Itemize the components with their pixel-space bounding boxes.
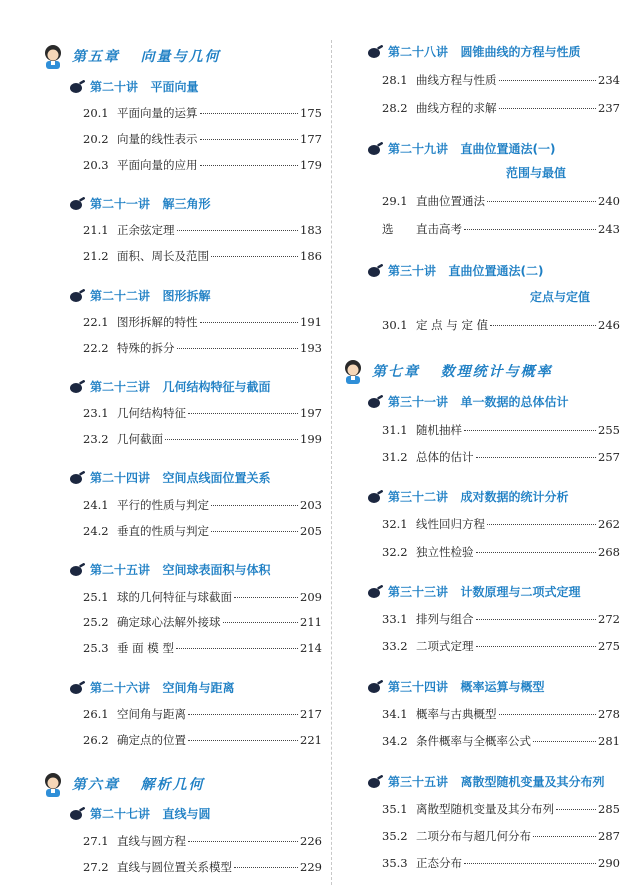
- chapter-heading[interactable]: [340, 358, 553, 384]
- entry-title: 向量的线性表示: [117, 132, 198, 146]
- writing-hand-icon: [69, 471, 86, 486]
- leader-dots: [476, 457, 597, 458]
- entry-page: 193: [300, 341, 322, 355]
- entry-title: 独立性检验: [416, 545, 474, 559]
- writing-hand-icon: [367, 395, 384, 410]
- chapter-title: 第六章 解析几何: [72, 777, 205, 793]
- toc-entry[interactable]: [83, 859, 322, 875]
- lecture-heading[interactable]: [69, 289, 211, 304]
- entry-number: 20.1: [83, 106, 109, 120]
- entry-number: 24.2: [83, 524, 109, 538]
- entry-number: 32.1: [382, 517, 408, 531]
- lecture-heading[interactable]: [367, 680, 545, 695]
- entry-title: 二项分布与超几何分布: [416, 829, 531, 843]
- student-avatar-icon: [40, 771, 66, 797]
- writing-hand-icon: [69, 563, 86, 578]
- leader-dots: [499, 714, 597, 715]
- entry-number: 24.1: [83, 498, 109, 512]
- entry-number: 35.2: [382, 829, 408, 843]
- entry-page: 191: [300, 315, 322, 329]
- lecture-title: 第二十六讲 空间角与距离: [90, 681, 235, 695]
- lecture-title: 第三十四讲 概率运算与概型: [388, 680, 545, 694]
- toc-entry[interactable]: [382, 317, 620, 333]
- leader-dots: [464, 863, 596, 864]
- entry-title: 垂直的性质与判定: [117, 524, 209, 538]
- chapter-heading[interactable]: [40, 771, 205, 797]
- leader-dots: [176, 648, 298, 649]
- entry-title: 直曲位置通法: [416, 194, 485, 208]
- entry-title: 平面向量的运算: [117, 106, 198, 120]
- entry-page: 272: [598, 612, 620, 626]
- entry-page: 268: [598, 545, 620, 559]
- lecture-title: 第三十二讲 成对数据的统计分析: [388, 490, 569, 504]
- toc-entry[interactable]: [83, 248, 322, 264]
- lecture-heading[interactable]: [367, 585, 581, 600]
- entry-number: 25.2: [83, 615, 109, 629]
- toc-entry[interactable]: [83, 732, 322, 748]
- entry-number: 30.1: [382, 318, 408, 332]
- entry-page: 183: [300, 223, 322, 237]
- entry-page: 287: [598, 829, 620, 843]
- writing-hand-icon: [69, 681, 86, 696]
- lecture-title: 第三十三讲 计数原理与二项式定理: [388, 585, 581, 599]
- lecture-heading[interactable]: [367, 45, 581, 60]
- entry-title: 特殊的拆分: [117, 341, 175, 355]
- entry-title: 垂 面 模 型: [117, 641, 174, 655]
- entry-number: 34.1: [382, 707, 408, 721]
- leader-dots: [476, 552, 597, 553]
- entry-page: 246: [598, 318, 620, 332]
- entry-page: 214: [300, 641, 322, 655]
- leader-dots: [177, 230, 299, 231]
- column-divider: [331, 40, 332, 885]
- entry-number: 27.2: [83, 860, 109, 874]
- entry-number: 27.1: [83, 834, 109, 848]
- entry-number: 选: [382, 222, 394, 236]
- toc-entry[interactable]: [83, 523, 322, 539]
- student-avatar-icon: [40, 43, 66, 69]
- entry-page: 237: [598, 101, 620, 115]
- entry-number: 22.2: [83, 341, 109, 355]
- entry-page: 211: [300, 615, 322, 629]
- toc-entry[interactable]: [83, 640, 322, 656]
- entry-page: 177: [300, 132, 322, 146]
- lecture-heading[interactable]: [367, 490, 569, 505]
- leader-dots: [487, 524, 596, 525]
- entry-title: 排列与组合: [416, 612, 474, 626]
- toc-entry[interactable]: [382, 193, 620, 209]
- entry-title: 直击高考: [416, 222, 462, 236]
- lecture-subtitle-row: [506, 166, 566, 181]
- entry-page: 221: [300, 733, 322, 747]
- lecture-subtitle: 定点与定值: [530, 290, 591, 304]
- entry-title: 几何结构特征: [117, 406, 186, 420]
- leader-dots: [165, 439, 298, 440]
- writing-hand-icon: [367, 45, 384, 60]
- chapter-heading[interactable]: [40, 43, 221, 69]
- entry-title: 直线与圆位置关系模型: [117, 860, 232, 874]
- toc-entry[interactable]: [382, 449, 620, 465]
- toc-entry[interactable]: [382, 706, 620, 722]
- entry-number: 34.2: [382, 734, 408, 748]
- entry-title: 离散型随机变量及其分布列: [416, 802, 554, 816]
- entry-number: 28.2: [382, 101, 408, 115]
- entry-page: 262: [598, 517, 620, 531]
- lecture-title: 第二十五讲 空间球表面积与体积: [90, 563, 271, 577]
- entry-title: 曲线方程的求解: [416, 101, 497, 115]
- toc-entry[interactable]: [382, 611, 620, 627]
- entry-number: 21.2: [83, 249, 109, 263]
- entry-title: 确定点的位置: [117, 733, 186, 747]
- lecture-heading[interactable]: [69, 807, 211, 822]
- lecture-title: 第二十七讲 直线与圆: [90, 807, 211, 821]
- leader-dots: [200, 165, 299, 166]
- entry-title: 直线与圆方程: [117, 834, 186, 848]
- entry-page: 217: [300, 707, 322, 721]
- entry-title: 概率与古典概型: [416, 707, 497, 721]
- entry-title: 图形拆解的特性: [117, 315, 198, 329]
- leader-dots: [200, 322, 299, 323]
- writing-hand-icon: [367, 775, 384, 790]
- lecture-title: 第二十三讲 几何结构特征与截面: [90, 380, 271, 394]
- entry-page: 199: [300, 432, 322, 446]
- writing-hand-icon: [69, 80, 86, 95]
- writing-hand-icon: [367, 490, 384, 505]
- toc-entry[interactable]: [83, 706, 322, 722]
- entry-page: 203: [300, 498, 322, 512]
- entry-number: 20.3: [83, 158, 109, 172]
- lecture-title: 第三十五讲 离散型随机变量及其分布列: [388, 775, 605, 789]
- toc-entry[interactable]: [83, 131, 322, 147]
- leader-dots: [533, 741, 596, 742]
- toc-entry[interactable]: [83, 589, 322, 605]
- toc-entry[interactable]: [382, 638, 620, 654]
- toc-entry[interactable]: [83, 497, 322, 513]
- entry-title: 几何截面: [117, 432, 163, 446]
- lecture-title: 第三十一讲 单一数据的总体估计: [388, 395, 569, 409]
- leader-dots: [487, 201, 596, 202]
- leader-dots: [188, 841, 298, 842]
- entry-number: 31.2: [382, 450, 408, 464]
- leader-dots: [211, 256, 298, 257]
- entry-page: 257: [598, 450, 620, 464]
- entry-title: 曲线方程与性质: [416, 73, 497, 87]
- entry-page: 243: [598, 222, 620, 236]
- toc-entry[interactable]: [382, 828, 620, 844]
- lecture-heading[interactable]: [69, 681, 235, 696]
- writing-hand-icon: [69, 289, 86, 304]
- leader-dots: [533, 836, 596, 837]
- leader-dots: [476, 646, 597, 647]
- entry-number: 23.1: [83, 406, 109, 420]
- entry-title: 球的几何特征与球截面: [117, 590, 232, 604]
- toc-entry[interactable]: [83, 431, 322, 447]
- entry-page: 229: [300, 860, 322, 874]
- leader-dots: [200, 113, 299, 114]
- toc-entry[interactable]: [83, 340, 322, 356]
- entry-number: 20.2: [83, 132, 109, 146]
- lecture-title: 第二十讲 平面向量: [90, 80, 199, 94]
- lecture-heading[interactable]: [367, 142, 556, 157]
- entry-title: 线性回归方程: [416, 517, 485, 531]
- entry-number: 21.1: [83, 223, 109, 237]
- leader-dots: [211, 505, 298, 506]
- entry-number: 25.1: [83, 590, 109, 604]
- entry-number: 26.1: [83, 707, 109, 721]
- entry-page: 179: [300, 158, 322, 172]
- lecture-title: 第二十四讲 空间点线面位置关系: [90, 471, 271, 485]
- entry-page: 197: [300, 406, 322, 420]
- leader-dots: [464, 229, 596, 230]
- toc-entry[interactable]: [382, 801, 620, 817]
- toc-entry[interactable]: [382, 422, 620, 438]
- lecture-heading[interactable]: [367, 775, 605, 790]
- toc-entry[interactable]: [382, 72, 620, 88]
- entry-number: 31.1: [382, 423, 408, 437]
- leader-dots: [499, 80, 597, 81]
- toc-entry[interactable]: [83, 157, 322, 173]
- entry-page: 234: [598, 73, 620, 87]
- writing-hand-icon: [367, 585, 384, 600]
- writing-hand-icon: [69, 807, 86, 822]
- leader-dots: [499, 108, 597, 109]
- leader-dots: [200, 139, 299, 140]
- entry-title: 二项式定理: [416, 639, 474, 653]
- entry-number: 32.2: [382, 545, 408, 559]
- toc-entry[interactable]: [382, 733, 620, 749]
- entry-number: 25.3: [83, 641, 109, 655]
- lecture-title: 第二十八讲 圆锥曲线的方程与性质: [388, 45, 581, 59]
- leader-dots: [223, 622, 299, 623]
- lecture-title: 第二十二讲 图形拆解: [90, 289, 211, 303]
- entry-page: 290: [598, 856, 620, 870]
- entry-title: 平行的性质与判定: [117, 498, 209, 512]
- writing-hand-icon: [69, 197, 86, 212]
- lecture-subtitle: 范围与最值: [506, 166, 567, 180]
- entry-page: 226: [300, 834, 322, 848]
- entry-page: 275: [598, 639, 620, 653]
- leader-dots: [188, 740, 298, 741]
- leader-dots: [476, 619, 597, 620]
- entry-page: 285: [598, 802, 620, 816]
- entry-title: 条件概率与全概率公式: [416, 734, 531, 748]
- entry-number: 23.2: [83, 432, 109, 446]
- entry-number: 29.1: [382, 194, 408, 208]
- entry-page: 255: [598, 423, 620, 437]
- chapter-title: 第七章 数理统计与概率: [372, 364, 553, 380]
- leader-dots: [188, 714, 298, 715]
- toc-entry[interactable]: [83, 222, 322, 238]
- toc-entry[interactable]: [83, 405, 322, 421]
- entry-number: 33.1: [382, 612, 408, 626]
- chapter-title: 第五章 向量与几何: [72, 49, 221, 65]
- entry-page: 278: [598, 707, 620, 721]
- student-avatar-icon: [340, 358, 366, 384]
- entry-page: 240: [598, 194, 620, 208]
- writing-hand-icon: [367, 680, 384, 695]
- lecture-heading[interactable]: [367, 395, 569, 410]
- toc-entry[interactable]: [83, 105, 322, 121]
- toc-entry[interactable]: [382, 221, 620, 237]
- toc-entry[interactable]: [382, 516, 620, 532]
- entry-title: 正态分布: [416, 856, 462, 870]
- entry-title: 平面向量的应用: [117, 158, 198, 172]
- toc-entry[interactable]: [382, 544, 620, 560]
- lecture-title: 第三十讲 直曲位置通法(二): [388, 264, 544, 278]
- entry-page: 205: [300, 524, 322, 538]
- toc-entry[interactable]: [382, 855, 620, 871]
- entry-number: 26.2: [83, 733, 109, 747]
- lecture-heading[interactable]: [69, 380, 271, 395]
- leader-dots: [177, 348, 299, 349]
- leader-dots: [234, 597, 298, 598]
- entry-title: 确定球心法解外接球: [117, 615, 221, 629]
- writing-hand-icon: [69, 380, 86, 395]
- toc-entry[interactable]: [83, 614, 322, 630]
- lecture-title: 第二十一讲 解三角形: [90, 197, 211, 211]
- lecture-heading[interactable]: [69, 471, 271, 486]
- leader-dots: [464, 430, 596, 431]
- entry-number: 28.1: [382, 73, 408, 87]
- entry-number: 22.1: [83, 315, 109, 329]
- entry-number: 35.1: [382, 802, 408, 816]
- lecture-subtitle-row: [530, 290, 590, 305]
- lecture-heading[interactable]: [69, 563, 271, 578]
- lecture-heading[interactable]: [367, 264, 544, 279]
- entry-page: 175: [300, 106, 322, 120]
- toc-entry[interactable]: [83, 314, 322, 330]
- writing-hand-icon: [367, 264, 384, 279]
- leader-dots: [556, 809, 596, 810]
- entry-title: 定 点 与 定 值: [416, 318, 489, 332]
- leader-dots: [234, 867, 298, 868]
- entry-number: 33.2: [382, 639, 408, 653]
- entry-page: 186: [300, 249, 322, 263]
- leader-dots: [188, 413, 298, 414]
- entry-title: 正余弦定理: [117, 223, 175, 237]
- leader-dots: [490, 325, 596, 326]
- entry-page: 281: [598, 734, 620, 748]
- lecture-heading[interactable]: [69, 80, 199, 95]
- entry-title: 面积、周长及范围: [117, 249, 209, 263]
- lecture-heading[interactable]: [69, 197, 211, 212]
- entry-title: 总体的估计: [416, 450, 474, 464]
- lecture-title: 第二十九讲 直曲位置通法(一): [388, 142, 556, 156]
- entry-number: 35.3: [382, 856, 408, 870]
- leader-dots: [211, 531, 298, 532]
- entry-page: 209: [300, 590, 322, 604]
- toc-entry[interactable]: [83, 833, 322, 849]
- entry-title: 随机抽样: [416, 423, 462, 437]
- toc-entry[interactable]: [382, 100, 620, 116]
- entry-title: 空间角与距离: [117, 707, 186, 721]
- writing-hand-icon: [367, 142, 384, 157]
